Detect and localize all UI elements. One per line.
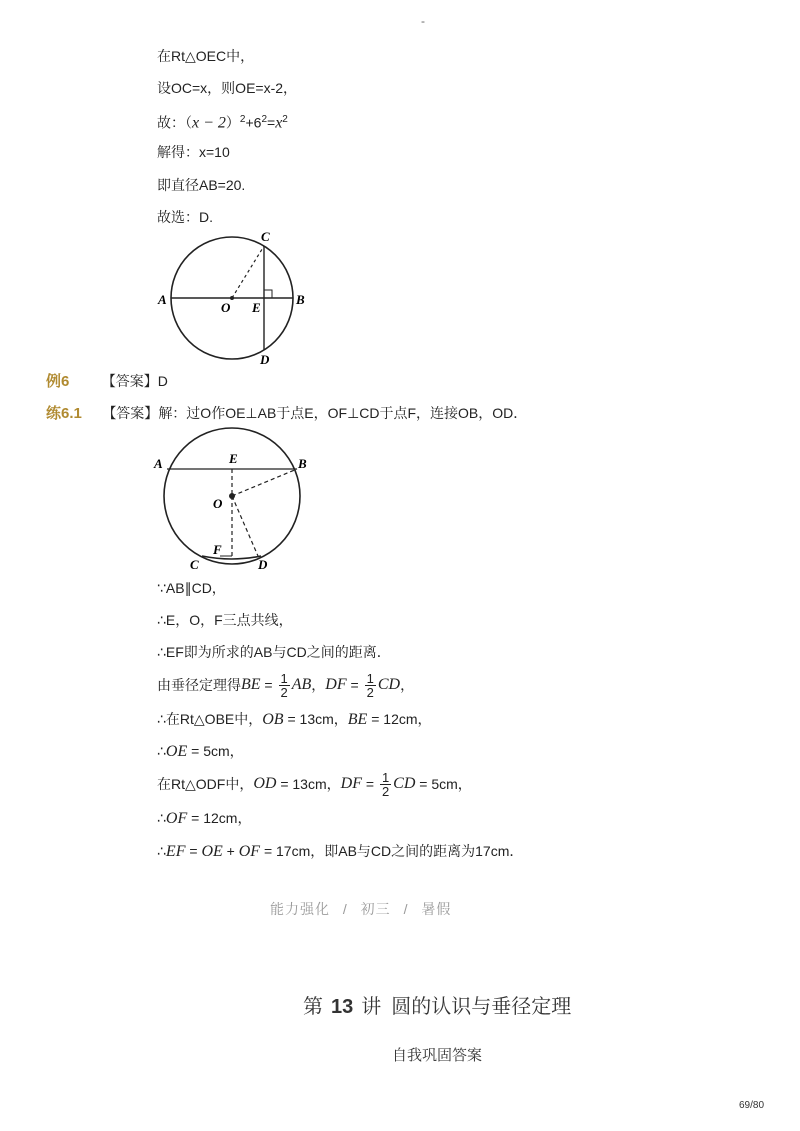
math-var: OE (165, 743, 188, 760)
text-run: ∴ (157, 843, 166, 859)
math-var: DF (340, 775, 362, 792)
practice-answer-tag: 【答案】 (102, 405, 159, 421)
solution-line (157, 741, 244, 762)
solution-line (157, 709, 432, 730)
segment-ob (232, 469, 297, 496)
footer-sep: / (403, 901, 409, 917)
solution-line: 解得：x=10 (157, 144, 230, 160)
fraction (380, 771, 391, 798)
text-run: = (185, 843, 202, 859)
text-run: ∴ (157, 743, 166, 759)
footer-section: 能力强化 (270, 901, 330, 917)
solution-line: ∴E，O，F三点共线， (157, 612, 293, 628)
center-point (229, 493, 235, 499)
text-run: 由垂径定理得 (157, 677, 241, 693)
chapter-title (303, 990, 571, 1019)
text-run: + (222, 843, 239, 859)
label-a: A (158, 292, 167, 307)
example-answer: 【答案】D (101, 373, 168, 389)
math-var: OB (262, 711, 284, 728)
text-run: = 5cm， (187, 743, 244, 759)
footer-term: 暑假 (421, 901, 452, 917)
center-point (230, 296, 234, 300)
math-var: EF (165, 843, 186, 860)
superscript: 2 (239, 114, 246, 125)
label-b: B (298, 456, 307, 471)
footer-sep: / (342, 901, 348, 917)
section-subtitle: 自我巩固答案 (392, 1048, 483, 1064)
text-run: ∴在Rt△OBE中， (157, 711, 263, 727)
math-var: OF (165, 810, 188, 827)
solution-line: 即直径AB=20. (157, 177, 246, 193)
denominator: 2 (366, 684, 374, 700)
text-run: ， (311, 677, 326, 693)
text-run: = (346, 677, 363, 693)
circle-diagram-1 (150, 228, 320, 368)
circle-diagram-2 (150, 424, 320, 574)
text-run: +6 (245, 114, 262, 131)
text-run: 故：（ (157, 114, 192, 131)
fraction (279, 672, 290, 699)
practice-6-1 (46, 402, 527, 423)
text-run: = 13cm， (283, 711, 348, 727)
text-run: = (267, 114, 276, 131)
text-run: ∴ (157, 810, 166, 826)
denominator: 2 (280, 684, 288, 700)
solution-line: 故选：D. (157, 209, 213, 225)
math-var: BE (241, 676, 261, 693)
solution-line: 在Rt△OEC中， (157, 48, 255, 64)
solution-line: ∵AB∥CD， (157, 580, 226, 596)
example-label: 例6 (46, 373, 70, 390)
footer-grade: 初三 (360, 901, 391, 917)
practice-label: 练6.1 (46, 405, 82, 422)
text-run: = 17cm，即AB与CD之间的距离为17cm． (260, 843, 524, 859)
superscript: 2 (261, 114, 267, 125)
label-c: C (261, 229, 270, 244)
math-var: DF (325, 676, 347, 693)
math-var: CD (377, 676, 401, 693)
label-f: F (213, 542, 222, 557)
math-var: OF (238, 843, 261, 860)
text-run: = 13cm， (276, 776, 341, 792)
solution-line (157, 667, 414, 703)
text-run: 在Rt△ODF中， (157, 776, 254, 792)
superscript: 2 (282, 114, 288, 125)
solution-line: ∴EF即为所求的AB与CD之间的距离． (157, 644, 391, 660)
page-number: 69/80 (739, 1100, 765, 1111)
right-angle-mark (264, 290, 272, 298)
label-e: E (252, 300, 261, 315)
label-c: C (190, 557, 199, 572)
text-run: = 5cm， (415, 776, 472, 792)
label-e: E (229, 451, 238, 466)
solution-line (157, 808, 251, 829)
label-d: D (258, 557, 268, 572)
segment-od (232, 496, 258, 556)
label-o: O (213, 496, 223, 511)
radius-oc (232, 246, 264, 298)
chapter-prefix: 第 (303, 996, 323, 1018)
text-run: = 12cm， (367, 711, 432, 727)
fraction (365, 672, 376, 699)
text-run: ） (225, 114, 240, 131)
text-run: ， (400, 677, 415, 693)
text-run: = (260, 677, 277, 693)
top-mark: - (421, 14, 425, 28)
label-b: B (296, 292, 305, 307)
chapter-number: 13 (331, 996, 354, 1018)
math-var: x (275, 114, 283, 132)
math-var: AB (291, 676, 312, 693)
solution-line (157, 110, 288, 134)
numerator: 1 (366, 670, 374, 686)
denominator: 2 (381, 783, 390, 799)
math-var: OD (253, 775, 277, 792)
example-6 (46, 370, 168, 391)
label-a: A (154, 456, 163, 471)
practice-answer-text: 解：过O作OE⊥AB于点E，OF⊥CD于点F，连接OB，OD． (158, 405, 528, 421)
numerator: 1 (381, 769, 390, 785)
text-run: = 12cm， (187, 810, 252, 826)
text-run: = (361, 776, 378, 792)
solution-line (157, 766, 472, 802)
label-d: D (260, 352, 270, 367)
solution-line (157, 841, 523, 862)
solution-line: 设OC=x，则OE=x-2， (157, 80, 298, 96)
label-o: O (221, 300, 231, 315)
math-var: OE (201, 843, 223, 860)
math-expr: x − 2 (192, 114, 226, 132)
math-var: BE (347, 711, 368, 728)
math-var: CD (393, 775, 416, 792)
numerator: 1 (280, 670, 288, 686)
chapter-name: 讲 圆的认识与垂径定理 (361, 996, 572, 1018)
page-footer-breadcrumb (270, 899, 451, 919)
